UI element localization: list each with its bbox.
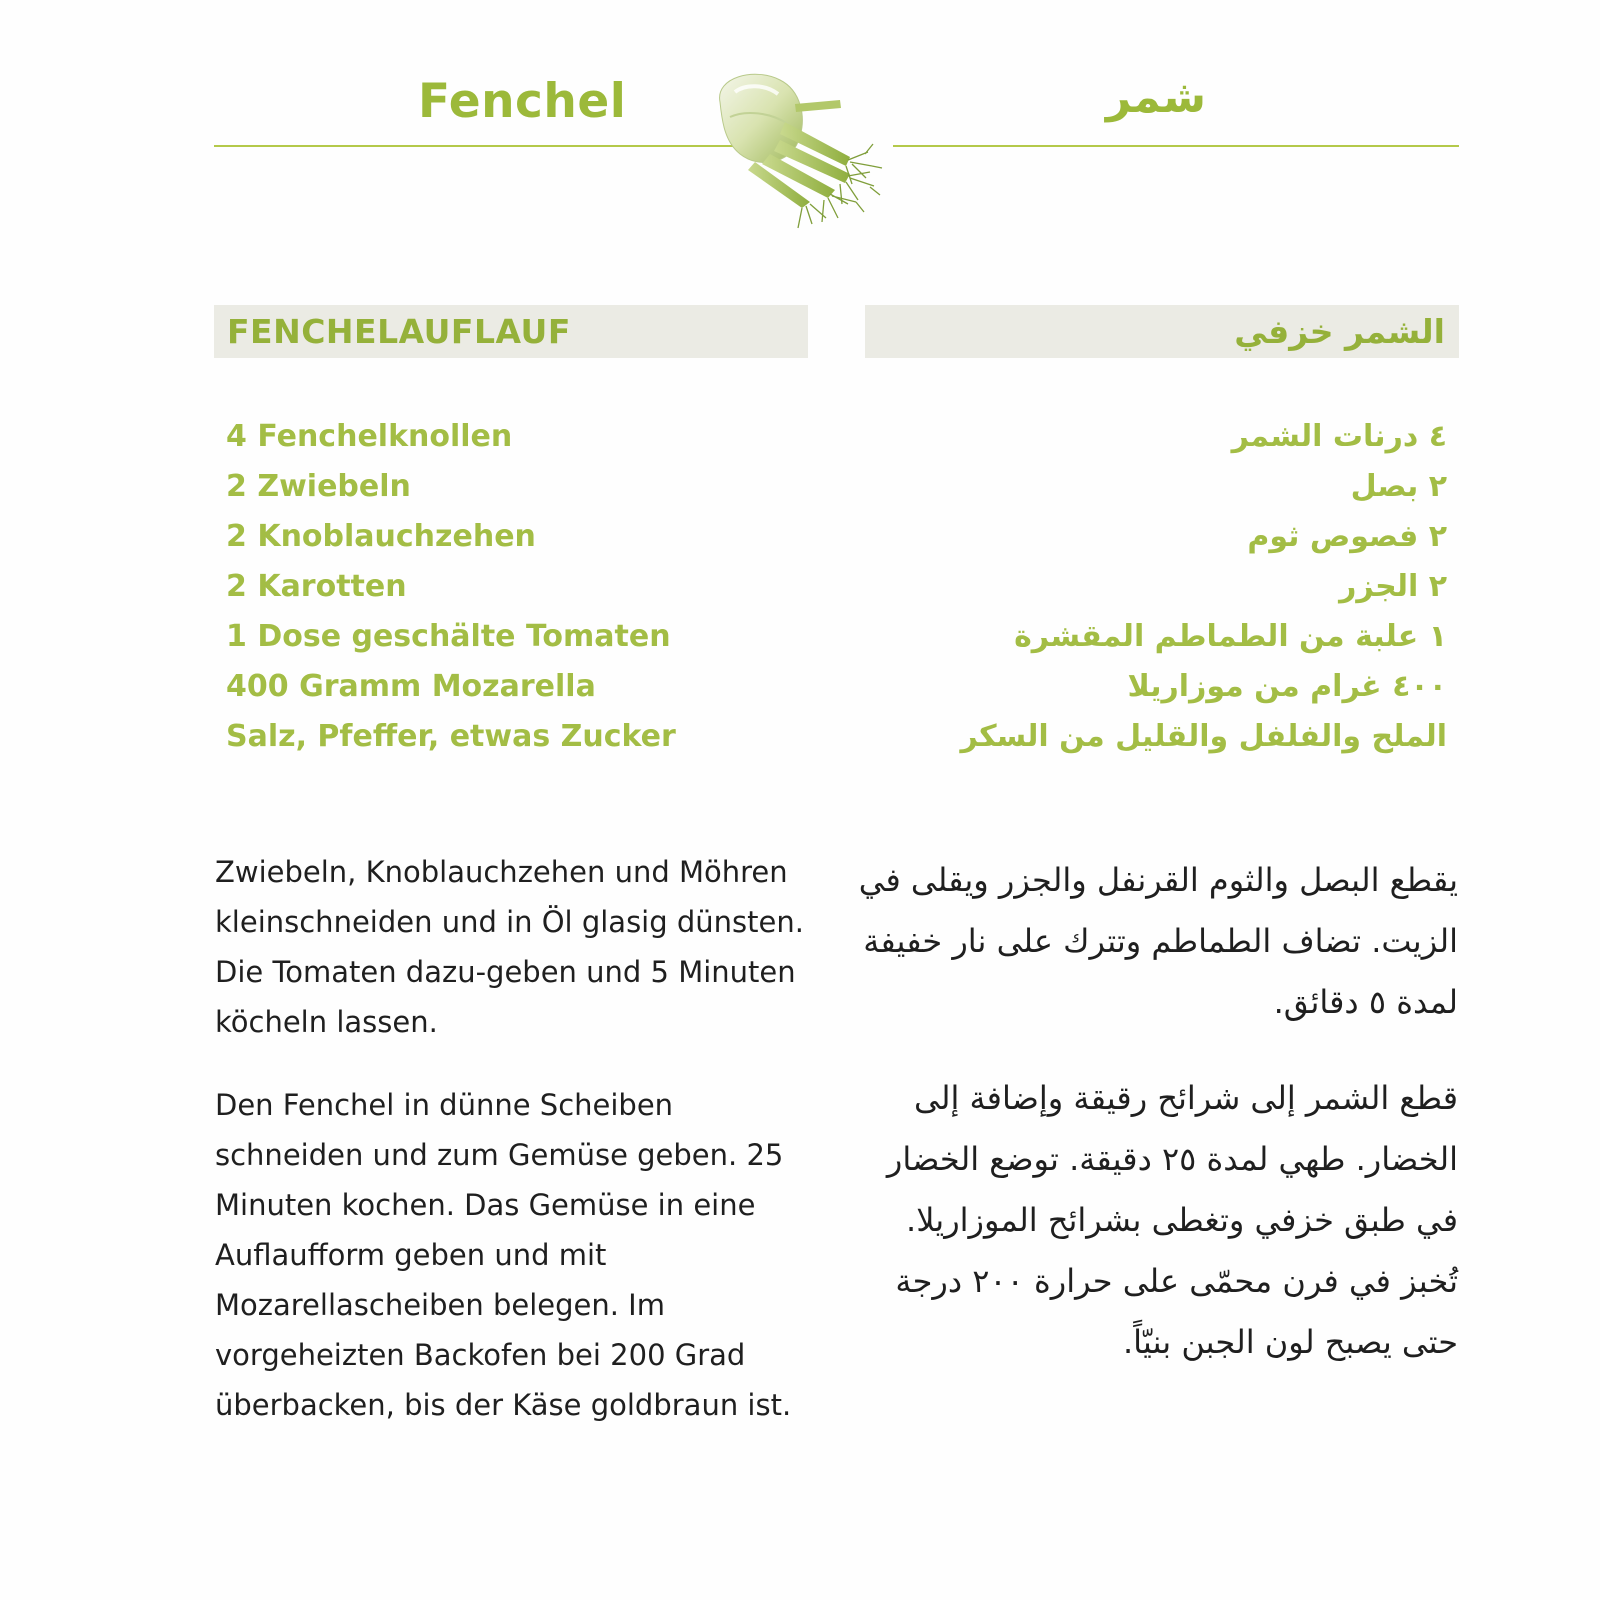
ingredient-item: ٢ بصل: [1350, 469, 1447, 504]
ingredient-item: ٢ الجزر: [1339, 569, 1447, 604]
ingredient-item: ١ علبة من الطماطم المقشرة: [1014, 619, 1447, 654]
ingredient-item: 2 Knoblauchzehen: [226, 519, 536, 554]
title-german: Fenchel: [418, 74, 627, 129]
ingredients-list-german: [226, 412, 786, 762]
ingredient-item: 4 Fenchelknollen: [226, 419, 513, 454]
ingredient-item: 2 Karotten: [226, 569, 407, 604]
recipe-title-arabic: الشمر خزفي: [1234, 312, 1445, 351]
ingredient-item: 1 Dose geschälte Tomaten: [226, 619, 671, 654]
instructions-arabic-step-1: يقطع البصل والثوم القرنفل والجزر ويقلى في الزيت. تضاف الطماطم وتترك على نار خفيفة لمدة ٥ دقائق.: [858, 861, 1458, 1021]
recipe-heading-bar-german: [214, 305, 808, 358]
ingredient-item: ٤ درنات الشمر: [1231, 419, 1447, 454]
title-arabic: شمر: [1105, 72, 1206, 123]
ingredient-item: 2 Zwiebeln: [226, 469, 411, 504]
ingredient-item: ٤٠٠ غرام من موزاريلا: [1127, 669, 1447, 704]
ingredient-item: الملح والفلفل والقليل من السكر: [960, 719, 1447, 754]
instructions-german-step-2: Den Fenchel in dünne Scheiben schneiden und zum Gemüse geben. 25 Minuten kochen. Das Gemüse in eine Auflaufform geben und mit Mozarellascheiben belegen. Im vorgeheizten Backofen bei 200 Grad überbacken, bis der Käse goldbraun ist.: [215, 1088, 792, 1422]
ingredient-item: Salz, Pfeffer, etwas Zucker: [226, 719, 676, 754]
header-rule-left: [214, 145, 739, 147]
header-rule-right: [893, 145, 1459, 147]
recipe-heading-bar-arabic: [865, 305, 1459, 358]
fennel-bulb-icon: [700, 62, 950, 237]
instructions-arabic-step-2: قطع الشمر إلى شرائح رقيقة وإضافة إلى الخضار. طهي لمدة ٢٥ دقيقة. توضع الخضار في طبق خزفي وتغطى بشرائح الموزاريلا. تُخبز في فرن محمّى على حرارة ٢٠٠ درجة حتى يصبح لون الجبن بنيّاً.: [886, 1079, 1458, 1361]
instructions-german-step-1: Zwiebeln, Knoblauchzehen und Möhren kleinschneiden und in Öl glasig dünsten. Die Tomaten dazu-geben und 5 Minuten köcheln lassen.: [215, 855, 804, 1039]
recipe-title-german: FENCHELAUFLAUF: [227, 312, 571, 351]
ingredient-item: ٢ فصوص ثوم: [1247, 519, 1447, 554]
ingredients-list-arabic: [880, 412, 1447, 762]
ingredient-item: 400 Gramm Mozarella: [226, 669, 596, 704]
